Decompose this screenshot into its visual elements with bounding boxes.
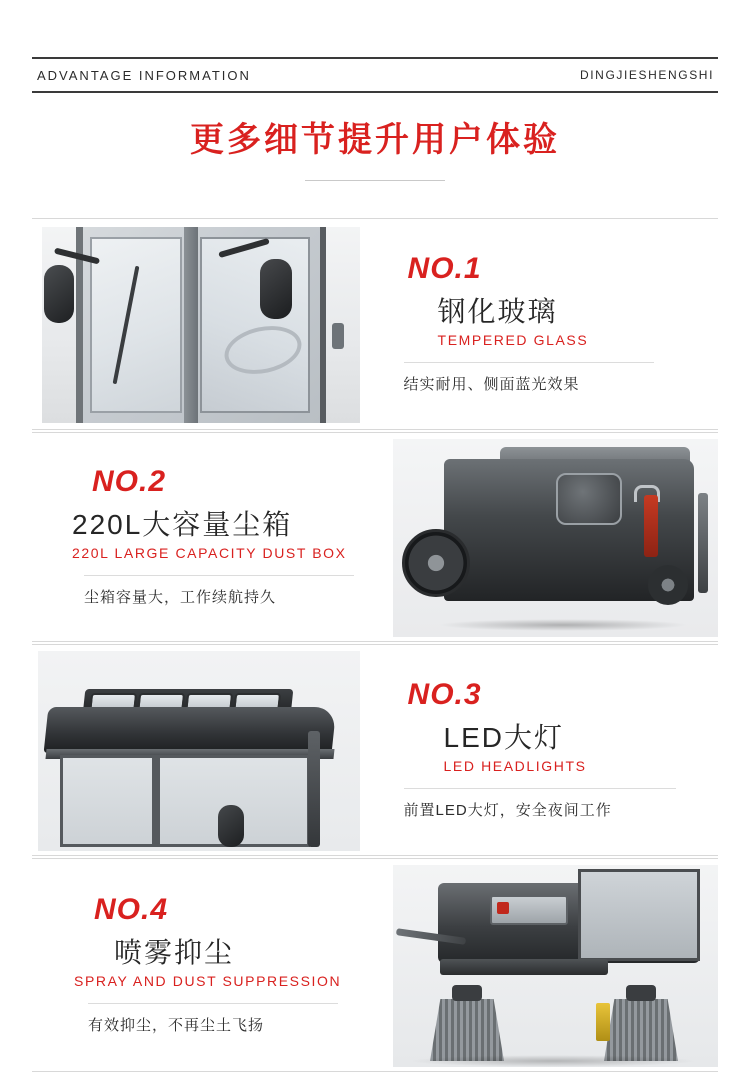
feature-2-desc-wrap <box>84 575 354 607</box>
feature-1-zh-title: 钢化玻璃 <box>437 295 558 327</box>
feature-1-description: 结实耐用、侧面蓝光效果 <box>403 376 580 394</box>
feature-1-en-title: TEMPERED GLASS <box>437 332 589 349</box>
feature-1-text <box>360 219 718 429</box>
dust-box-photo <box>393 433 718 641</box>
feature-4-desc-wrap <box>88 1003 338 1035</box>
feature-3-number: NO.3 <box>407 677 482 711</box>
feature-1-number: NO.1 <box>407 251 482 285</box>
cab-tempered-glass-photo <box>32 219 360 429</box>
led-headlights-photo <box>32 645 360 855</box>
feature-4-text <box>32 859 393 1071</box>
page-header <box>32 57 718 93</box>
feature-2-zh-title: 220L大容量尘箱 <box>72 508 293 540</box>
header-right-label: DINGJIESHENGSHI <box>579 68 714 82</box>
feature-3-description: 前置LED大灯，安全夜间工作 <box>403 802 612 820</box>
header-left-label: ADVANTAGE INFORMATION <box>37 67 251 83</box>
feature-2-en-title: 220L LARGE CAPACITY DUST BOX <box>72 545 347 562</box>
feature-4-en-title: SPRAY AND DUST SUPPRESSION <box>74 973 342 990</box>
feature-3-zh-title: LED大灯 <box>443 721 565 753</box>
feature-4-number: NO.4 <box>94 892 169 926</box>
feature-3-text <box>360 645 718 855</box>
feature-3-desc-wrap <box>404 788 676 820</box>
feature-row-3 <box>32 644 718 856</box>
title-divider <box>305 180 445 181</box>
feature-1-desc-wrap <box>404 362 654 394</box>
feature-row-2 <box>32 432 718 642</box>
feature-row-4 <box>32 858 718 1072</box>
feature-2-number: NO.2 <box>92 464 167 498</box>
spray-dust-suppression-photo <box>393 859 718 1071</box>
feature-2-text <box>32 433 393 641</box>
feature-4-description: 有效抑尘，不再尘土飞扬 <box>88 1017 265 1035</box>
feature-4-zh-title: 喷雾抑尘 <box>114 936 235 968</box>
feature-2-description: 尘箱容量大，工作续航持久 <box>84 589 277 607</box>
page-title: 更多细节提升用户体验 <box>190 121 560 159</box>
feature-row-1 <box>32 218 718 430</box>
feature-3-en-title: LED HEADLIGHTS <box>443 758 587 775</box>
